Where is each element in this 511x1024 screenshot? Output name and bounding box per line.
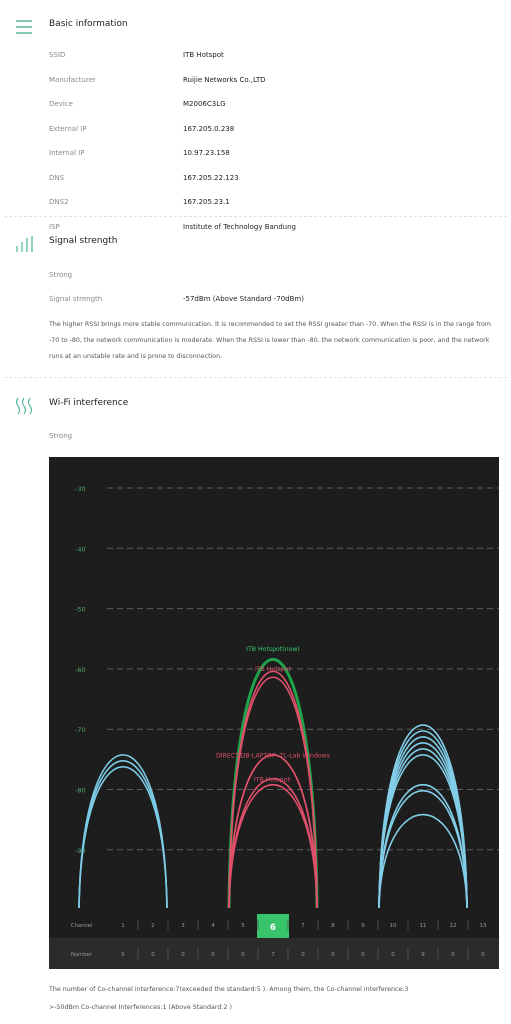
signal-strength-title: Signal strength <box>49 236 118 246</box>
channel-interference-chart <box>49 457 499 969</box>
channel-tick-label: 2 <box>151 923 155 929</box>
basic-info-title: Basic information <box>49 19 128 29</box>
wifi-interference-header <box>0 391 511 421</box>
network-label: ITB Hotspot- <box>253 776 293 784</box>
basic-info-value: 10.97.23.158 <box>183 149 230 157</box>
channel-tick-label: 3 <box>181 923 185 929</box>
network-arc <box>379 815 467 908</box>
channel-tick-label: 8 <box>331 923 335 929</box>
chart-canvas <box>49 457 499 969</box>
current-network-arc <box>229 659 317 908</box>
basic-info-row <box>49 198 499 212</box>
basic-info-row <box>49 149 499 163</box>
network-arc <box>379 749 467 908</box>
network-arc <box>79 755 167 908</box>
channel-number-value: 0 <box>481 952 485 958</box>
channel-tick-label: 1 <box>121 923 125 929</box>
channel-number-value: 5 <box>121 952 125 958</box>
basic-info-row <box>49 174 499 188</box>
basic-info-row <box>49 100 499 114</box>
y-tick-label: -50 <box>75 605 86 614</box>
number-row-label: Number <box>71 952 92 958</box>
channel-number-value: 0 <box>391 952 395 958</box>
y-tick-label: -70 <box>75 726 86 735</box>
channel-tick-label: 4 <box>211 923 215 929</box>
channel-tick-label: 11 <box>419 923 427 929</box>
channel-number-value: 0 <box>181 952 185 958</box>
basic-info-key: SSID <box>49 51 66 59</box>
channel-tick-label: 9 <box>361 923 365 929</box>
y-tick-label: -60 <box>75 665 86 674</box>
signal-bars-icon <box>14 235 34 253</box>
basic-info-header <box>0 12 511 42</box>
channel-tick-label: 5 <box>241 923 245 929</box>
network-label: DIRECT-DB-LAPTOP- TL-Lab Windows <box>216 752 330 760</box>
y-tick-label: -80 <box>75 786 86 795</box>
channel-number-value: 0 <box>451 952 455 958</box>
network-arc <box>79 767 167 908</box>
basic-info-row <box>49 125 499 139</box>
signal-strength-row <box>49 295 499 309</box>
basic-info-key: Device <box>49 100 73 108</box>
y-tick-label: -90 <box>75 846 86 855</box>
interference-summary-line-2: >-50dBm Co-channel Interferences:1 (Above Standard:2 ) <box>49 1004 232 1011</box>
basic-info-key: Manufacturer <box>49 75 96 84</box>
y-tick-label: -40 <box>75 545 86 554</box>
channel-tick-label: 13 <box>479 923 487 929</box>
interference-level: Strong <box>49 432 73 440</box>
basic-info-key: Internal IP <box>49 149 85 157</box>
basic-info-value: M2006C3LG <box>183 100 226 108</box>
divider <box>4 216 507 217</box>
network-arc <box>229 785 317 908</box>
network-arc <box>229 677 317 908</box>
network-label: ITB Hotspot <box>254 665 292 673</box>
basic-info-row <box>49 76 499 90</box>
channel-tick-label: 6 <box>270 923 276 933</box>
channel-number-value: 0 <box>301 952 305 958</box>
signal-strength-header <box>0 229 511 259</box>
channel-tick-label: 7 <box>301 923 305 929</box>
basic-info-value: ITB Hotspot <box>183 51 224 59</box>
signal-description: The higher RSSI brings more stable communication. It is recommended to set the RSSI greater than -70. When the RSSI is in the range from -70 to -80, the network communication is moderate. When the RSSI is lower than -80, the network communication is poor, and the network runs at an unstable rate and is prone to disconnection. <box>49 321 491 360</box>
interference-wave-icon <box>14 397 34 415</box>
wifi-interference-title: Wi-Fi interference <box>49 398 129 408</box>
basic-info-value: Institute of Technology Bandung <box>183 222 296 231</box>
channel-number-value: 9 <box>421 952 425 958</box>
signal-strength-label: Signal strength <box>49 295 103 303</box>
channel-number-value: 0 <box>241 952 245 958</box>
divider <box>4 377 507 378</box>
channel-number-value: 0 <box>331 952 335 958</box>
channel-number-value: 7 <box>271 952 275 958</box>
basic-info-key: ISP <box>49 222 60 231</box>
basic-info-key: External IP <box>49 124 87 133</box>
network-arc <box>379 785 467 908</box>
channel-tick-label: 10 <box>389 923 397 929</box>
interference-summary-line-1: The number of Co-channel interference:7(exceeded the standard:5 ). Among them, the Co-channel interference:3 <box>49 986 409 993</box>
network-arc <box>379 725 467 908</box>
basic-info-value: Ruijie Networks Co.,LTD <box>183 75 266 84</box>
signal-strength-value: -57dBm (Above Standard -70dBm) <box>183 295 304 303</box>
basic-info-value: 167.205.22.123 <box>183 173 239 182</box>
basic-info-value: 167.205.23.1 <box>183 198 230 206</box>
y-tick-label: -30 <box>75 485 86 493</box>
network-arc <box>79 761 167 908</box>
basic-info-value: 167.205.0.238 <box>183 124 235 133</box>
basic-info-key: DNS2 <box>49 198 69 206</box>
channel-number-value: 0 <box>151 952 155 958</box>
basic-info-row <box>49 51 499 65</box>
channel-number-value: 0 <box>361 952 365 958</box>
channel-number-value: 0 <box>211 952 215 958</box>
signal-level: Strong <box>49 271 73 279</box>
channel-row-label: Channel <box>71 923 93 929</box>
basic-info-key: DNS <box>49 173 65 182</box>
menu-icon[interactable] <box>14 18 34 36</box>
channel-tick-label: 12 <box>449 923 457 929</box>
network-label: ITB Hotspot(now) <box>246 645 300 653</box>
